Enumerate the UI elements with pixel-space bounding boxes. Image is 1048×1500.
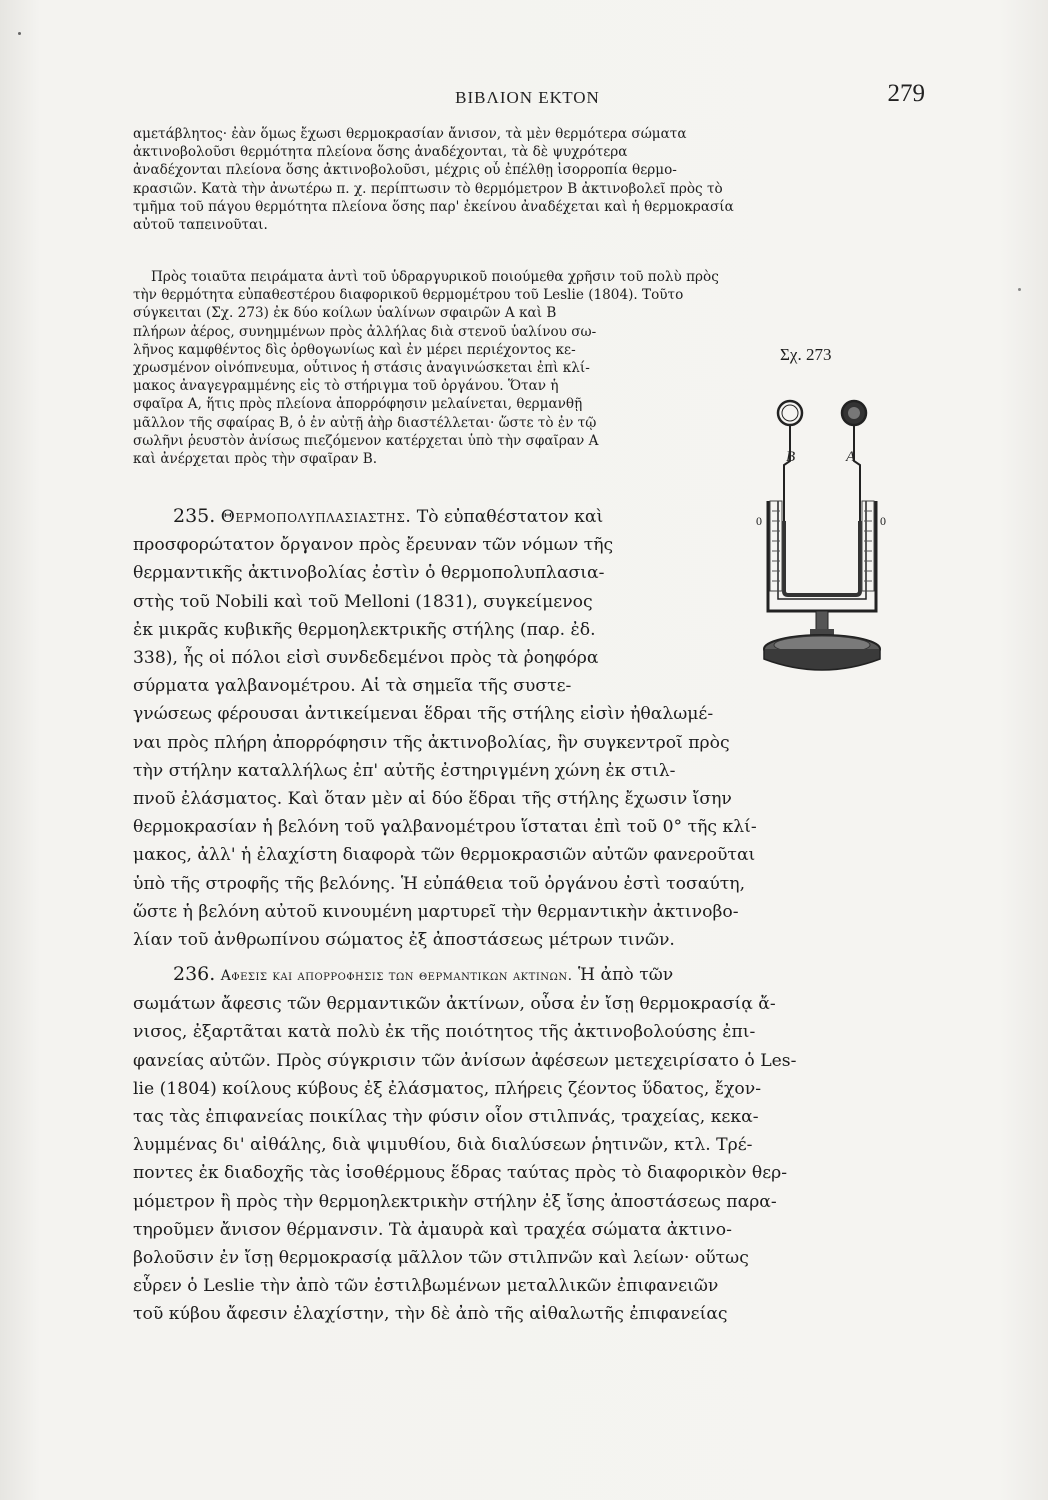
section-heading: Θερμοπολυπλασιαστης. <box>220 507 412 527</box>
text-line: ἐκ μικρᾶς κυβικῆς θερμοηλεκτρικῆς στήλης (παρ. ἐδ. <box>133 619 596 640</box>
text-line: μακος ἀναγεγραμμένης εἰς τὸ στήριγμα τοῦ ὀργάνου. Ὅταν ἡ <box>133 378 559 395</box>
text-line: lie (1804) κοίλους κύβους ἐξ ἐλάσματος, πλήρεις ζέοντος ὕδατος, ἔχον- <box>133 1078 761 1099</box>
text-line: πλήρων ἀέρος, συνημμένων πρὸς ἀλλήλας διὰ στενοῦ ὑαλίνου σω- <box>133 323 597 340</box>
text-line: Τὸ εὐπαθέστατον καὶ <box>416 507 604 527</box>
scale-label-right: 0 <box>880 514 886 528</box>
text-line: τὴν στήλην καταλλήλως ἐπ' αὐτῆς ἐστηριγμένη χώνη ἐκ στιλ- <box>133 760 676 781</box>
text-line: Ἡ ἀπὸ τῶν <box>577 965 674 985</box>
text-line: σύγκειται (Σχ. 273) ἐκ δύο κοίλων ὑαλίνων σφαιρῶν Α καὶ Β <box>133 305 557 322</box>
text-line: θερμοκρασίαν ἡ βελόνη τοῦ γαλβανομέτρου ἵσταται ἐπὶ τοῦ 0° τῆς κλί- <box>133 817 757 838</box>
text-line: στὴς τοῦ Nobili καὶ τοῦ Melloni (1831), συγκείμενος <box>133 591 593 612</box>
text-line: αὐτοῦ ταπεινοῦται. <box>133 217 268 234</box>
scale-label-left: 0 <box>756 514 762 528</box>
label-b: B <box>786 449 796 465</box>
text-line: σωμάτων ἄφεσις τῶν θερμαντικῶν ἀκτίνων, οὖσα ἐν ἴσῃ θερμοκρασίᾳ ἄ- <box>133 994 776 1015</box>
text-line: τηροῦμεν ἄνισον θέρμανσιν. Τὰ ἀμαυρὰ καὶ τραχέα σώματα ἀκτινο- <box>133 1219 732 1240</box>
section-235 <box>133 502 923 954</box>
text-line: σφαῖρα Α, ἥτις πρὸς πλείονα ἀπορρόφησιν μελαίνεται, θερμανθῇ <box>133 396 583 413</box>
section-235-first-line <box>133 502 723 531</box>
text-line: λυμμένας δι' αἰθάλης, διὰ ψιμυθίου, διὰ διαλύσεων ῥητινῶν, κτλ. Τρέ- <box>133 1135 753 1156</box>
text-line: χρωσμένον οἰνόπνευμα, οὗτινος ἡ στάσις ἀναγινώσκεται ἐπὶ κλί- <box>133 360 590 377</box>
text-line: ὥστε ἡ βελόνη αὐτοῦ κινουμένη μαρτυρεῖ τὴν θερμαντικὴν ἀκτινοβο- <box>133 901 739 922</box>
text-line: γνώσεως φέρουσαι ἀντικείμεναι ἕδραι τῆς στήλης εἰσὶν ἠθαλωμέ- <box>133 704 714 725</box>
text-line: ὑπὸ τῆς στροφῆς τῆς βελόνης. Ἡ εὐπάθεια τοῦ ὀργάνου ἐστὶ τοσαύτη, <box>133 873 746 894</box>
text-line: Πρὸς τοιαῦτα πειράματα ἀντὶ τοῦ ὑδραργυρικοῦ ποιούμεθα χρῆσιν τοῦ πολὺ πρὸς <box>151 269 719 285</box>
text-line: πνοῦ ἐλάσματος. Καὶ ὅταν μὲν αἱ δύο ἕδραι τῆς στήλης ἔχωσιν ἴσην <box>133 789 732 810</box>
text-line: ἀναδέχονται πλείονα ὅσης ἀκτινοβολοῦσι, μέχρις οὗ ἐπέλθῃ ἰσορροπία θερμο- <box>133 162 677 179</box>
section-236-first-line <box>133 960 923 990</box>
text-line: μᾶλλον τῆς σφαίρας Β, ὁ ἐν αὐτῇ ἀὴρ διαστέλλεται· ὥστε τὸ ἐν τῷ <box>133 414 597 431</box>
text-line: ποντες ἐκ διαδοχῆς τὰς ἰσοθέρμους ἕδρας ταύτας πρὸς τὸ διαφορικὸν θερ- <box>133 1163 788 1184</box>
text-line: 338), ἧς οἱ πόλοι εἰσὶ συνδεδεμένοι πρὸς τὰ ῥοηφόρα <box>133 648 599 669</box>
paper-speck <box>1018 288 1021 291</box>
section-number: 235. <box>173 505 216 527</box>
text-line: τμῆμα τοῦ πάγου θερμότητα πλείονα ὅσης παρ' ἐκείνου ἀναδέχεται καὶ ἡ θερμοκρασία <box>133 198 734 215</box>
text-line: μόμετρον ἢ πρὸς τὴν θερμοηλεκτρικὴν στήλην ἐξ ἴσης ἀποστάσεως παρα- <box>133 1191 777 1212</box>
text-line: καὶ ἀνέρχεται πρὸς τὴν σφαῖραν Β. <box>133 451 378 468</box>
text-line: τὴν θερμότητα εὐπαθεστέρου διαφορικοῦ θερμομέτρου τοῦ Leslie (1804). Τοῦτο <box>133 287 684 304</box>
text-line: κρασιῶν. Κατὰ τὴν ἀνωτέρω π. χ. περίπτωσιν τὸ θερμόμετρον Β ἀκτινοβολεῖ πρὸς τὸ <box>133 180 723 197</box>
text-line: εὗρεν ὁ Leslie τὴν ἀπὸ τῶν ἐστιλβωμένων μεταλλικῶν ἐπιφανειῶν <box>133 1276 719 1297</box>
text-line: τοῦ κύβου ἄφεσιν ἐλαχίστην, τὴν δὲ ἀπὸ τῆς αἰθαλωτῆς ἐπιφανείας <box>133 1304 728 1325</box>
top-paragraph <box>133 125 913 234</box>
text-line: αμετάβλητος· ἐὰν ὅμως ἔχωσι θερμοκρασίαν ἄνισον, τὰ μὲν θερμότερα σώματα <box>133 126 687 142</box>
text-line: τας τὰς ἐπιφανείας ποικίλας τὴν φύσιν οἷον στιλπνάς, τραχείας, κεκα- <box>133 1107 759 1128</box>
running-title: ΒΙΒΛΙΟΝ ΕΚΤΟΝ <box>455 88 600 107</box>
section-number: 236. <box>173 963 216 985</box>
text-line: ἀκτινοβολοῦσι θερμότητα πλείονα ὅσης ἀναδέχονται, τὰ δὲ ψυχρότερα <box>133 144 628 161</box>
text-line: νισος, ἐξαρτᾶται κατὰ πολὺ ἐκ τῆς ποιότητος τῆς ἀκτινοβολούσης ἐπι- <box>133 1022 756 1043</box>
text-line: βολοῦσιν ἐν ἴσῃ θερμοκρασίᾳ μᾶλλον τῶν στιλπνῶν καὶ λείων· οὕτως <box>133 1248 749 1269</box>
label-a: A <box>846 449 856 465</box>
text-line: λῆνος καμφθέντος δὶς ὀρθογωνίως καὶ ἐν μέρει περιέχοντος κε- <box>133 341 576 358</box>
page-header <box>130 80 925 118</box>
text-line: σωλῆνι ῥευστὸν ἀνίσως πιεζόμενον κατέρχεται ὑπὸ τὴν σφαῖραν Α <box>133 432 599 449</box>
section-236 <box>133 960 923 1329</box>
text-line: ναι πρὸς πλήρη ἀπορρόφησιν τῆς ἀκτινοβολίας, ἣν συγκεντροῖ πρὸς <box>133 732 730 753</box>
text-line: προσφορώτατον ὄργανον πρὸς ἔρευναν τῶν νόμων τῆς <box>133 535 614 556</box>
text-line: λίαν τοῦ ἀνθρωπίνου σώματος ἐξ ἀποστάσεως μέτρων τινῶν. <box>133 930 675 951</box>
text-line: φανείας αὐτῶν. Πρὸς σύγκρισιν τῶν ἀνίσων ἀφέσεων μετεχειρίσατο ὁ Les- <box>133 1050 797 1071</box>
paper-speck <box>18 32 21 35</box>
page-number: 279 <box>887 80 925 107</box>
text-line: θερμαντικῆς ἀκτινοβολίας ἐστὶν ὁ θερμοπολυπλασια- <box>133 563 605 584</box>
text-line: σύρματα γαλβανομέτρου. Αἱ τὰ σημεῖα τῆς συστε- <box>133 676 572 697</box>
wrapped-text <box>133 304 708 468</box>
section-heading: Αφεσις και απορροφησις των θερμαντικων ακτινων. <box>220 968 573 984</box>
figure-caption: Σχ. 273 <box>780 345 832 364</box>
text-line: μακος, ἀλλ' ἡ ἐλαχίστη διαφορὰ τῶν θερμοκρασιῶν αὐτῶν φανεροῦται <box>133 845 756 866</box>
